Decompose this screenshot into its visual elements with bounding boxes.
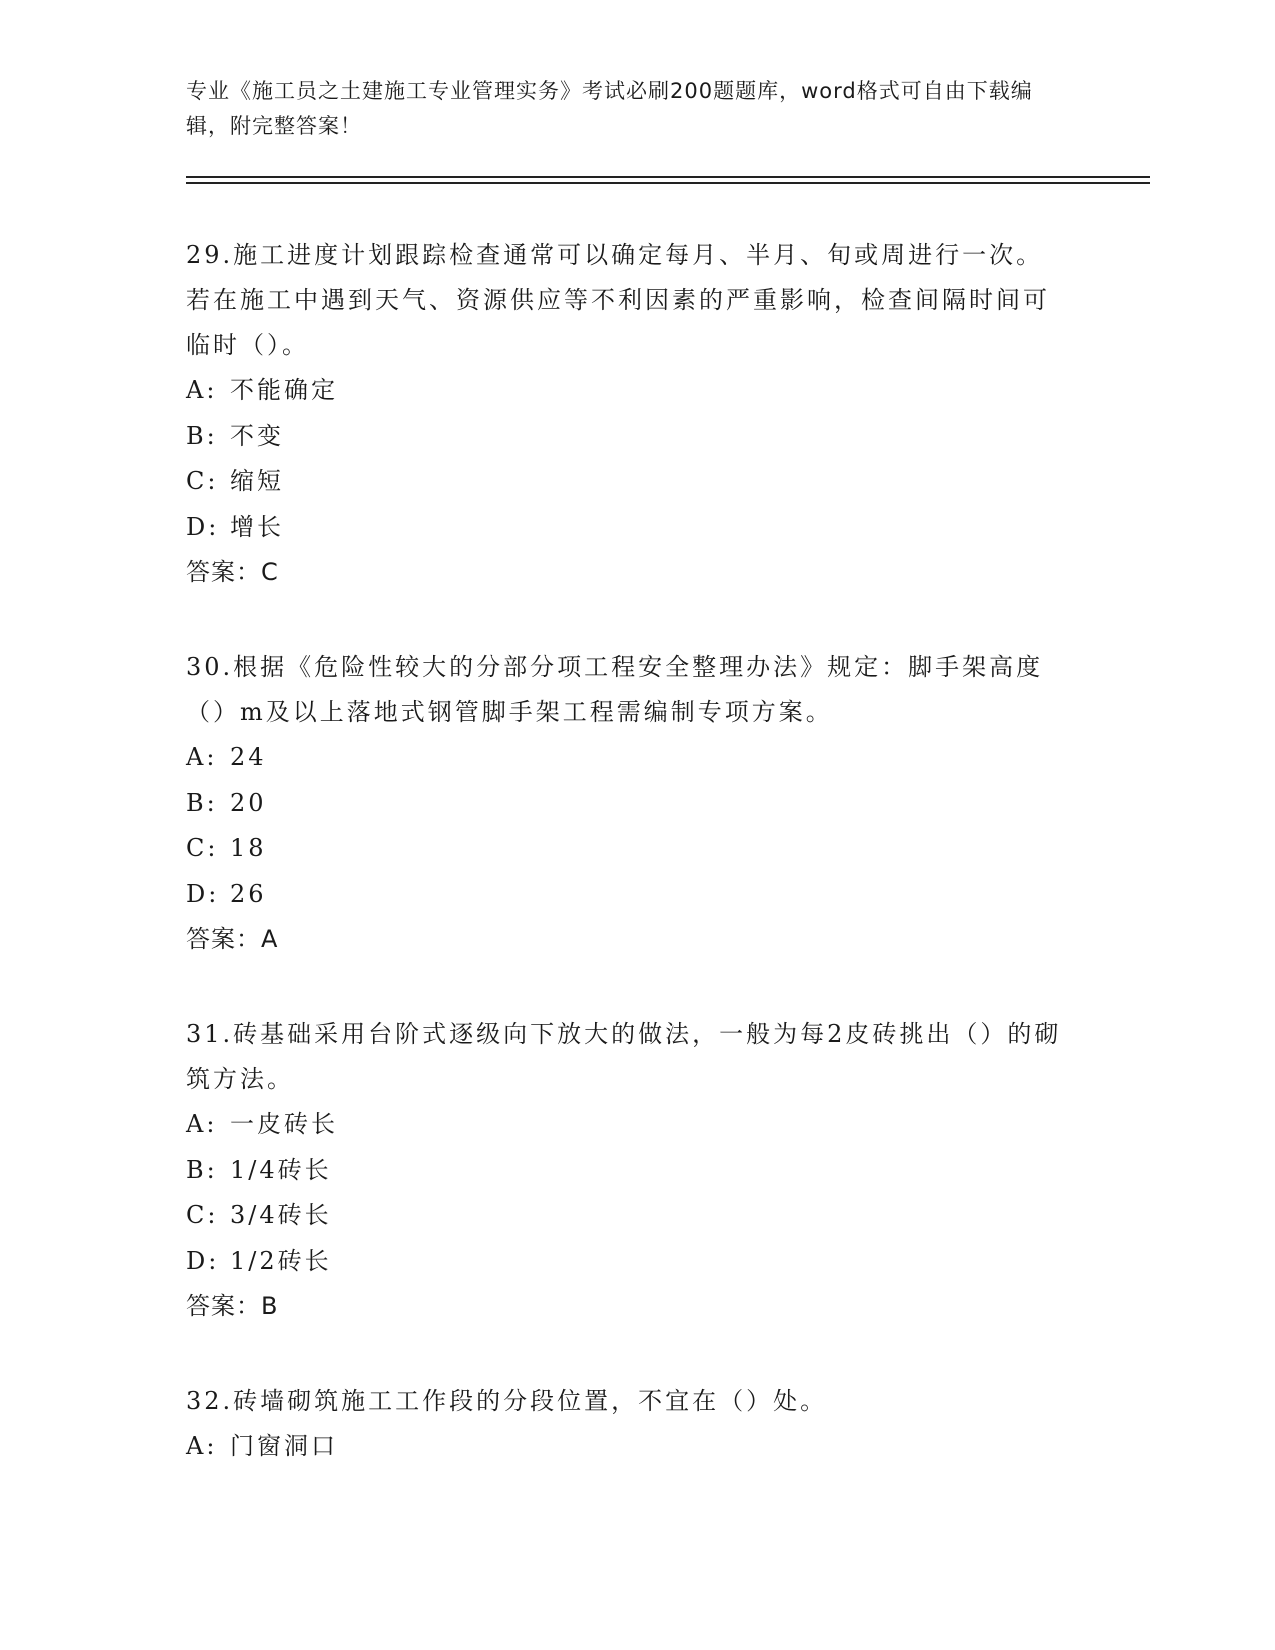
question-31 bbox=[186, 1012, 1086, 1329]
answer-line: 答案：B bbox=[186, 1292, 279, 1320]
option-key: B: bbox=[186, 1155, 218, 1184]
option-text: 门窗洞口 bbox=[230, 1432, 338, 1460]
option-text: 一皮砖长 bbox=[230, 1110, 338, 1138]
option-key: B: bbox=[186, 788, 218, 817]
header-rule-bottom bbox=[186, 182, 1150, 184]
option-a bbox=[186, 1102, 1086, 1148]
option-text: 增长 bbox=[230, 512, 284, 541]
option-c bbox=[186, 1193, 1086, 1239]
option-key: D: bbox=[186, 512, 220, 541]
option-d bbox=[186, 872, 1086, 918]
option-text: 3/4砖长 bbox=[230, 1201, 332, 1229]
option-key: C: bbox=[186, 834, 219, 862]
option-text: 24 bbox=[230, 743, 267, 771]
option-text: 18 bbox=[230, 834, 267, 862]
option-key: A: bbox=[186, 1110, 218, 1138]
option-text: 20 bbox=[230, 788, 267, 817]
option-text: 缩短 bbox=[230, 467, 284, 495]
option-a bbox=[186, 1424, 1086, 1470]
option-b bbox=[186, 1148, 1086, 1194]
answer-line: 答案：A bbox=[186, 925, 279, 953]
question-text: 30.根据《危险性较大的分部分项工程安全整理办法》规定：脚手架高度（）m及以上落地式钢管脚手架工程需编制专项方案。 bbox=[186, 653, 1044, 726]
option-text: 不能确定 bbox=[230, 376, 338, 404]
option-key: A: bbox=[186, 376, 218, 404]
option-key: C: bbox=[186, 467, 219, 495]
option-key: A: bbox=[186, 743, 218, 771]
option-text: 1/4砖长 bbox=[230, 1155, 332, 1184]
option-a bbox=[186, 368, 1086, 414]
header-rule-top bbox=[186, 176, 1150, 178]
option-c bbox=[186, 826, 1086, 872]
question-32 bbox=[186, 1379, 1086, 1470]
answer-line: 答案：C bbox=[186, 558, 279, 586]
option-d bbox=[186, 1239, 1086, 1285]
option-text: 1/2砖长 bbox=[230, 1246, 332, 1275]
question-text: 31.砖基础采用台阶式逐级向下放大的做法，一般为每2皮砖挑出（）的砌筑方法。 bbox=[186, 1020, 1062, 1093]
question-29 bbox=[186, 233, 1086, 595]
option-a bbox=[186, 735, 1086, 781]
option-text: 不变 bbox=[230, 421, 284, 450]
option-c bbox=[186, 459, 1086, 505]
question-30 bbox=[186, 645, 1086, 962]
question-text: 32.砖墙砌筑施工工作段的分段位置，不宜在（）处。 bbox=[186, 1387, 828, 1415]
option-key: A: bbox=[186, 1432, 218, 1460]
option-b bbox=[186, 781, 1086, 827]
document-header: 专业《施工员之土建施工专业管理实务》考试必刷200题题库，word格式可自由下载编辑，附完整答案！ bbox=[186, 79, 1033, 138]
option-key: D: bbox=[186, 1246, 220, 1275]
option-key: C: bbox=[186, 1201, 219, 1229]
option-key: B: bbox=[186, 421, 218, 450]
option-d bbox=[186, 505, 1086, 551]
option-text: 26 bbox=[230, 879, 267, 908]
option-key: D: bbox=[186, 879, 220, 908]
option-b bbox=[186, 414, 1086, 460]
question-text: 29.施工进度计划跟踪检查通常可以确定每月、半月、旬或周进行一次。若在施工中遇到天气、资源供应等不利因素的严重影响，检查间隔时间可临时（）。 bbox=[186, 241, 1050, 359]
question-list bbox=[186, 233, 1086, 1520]
